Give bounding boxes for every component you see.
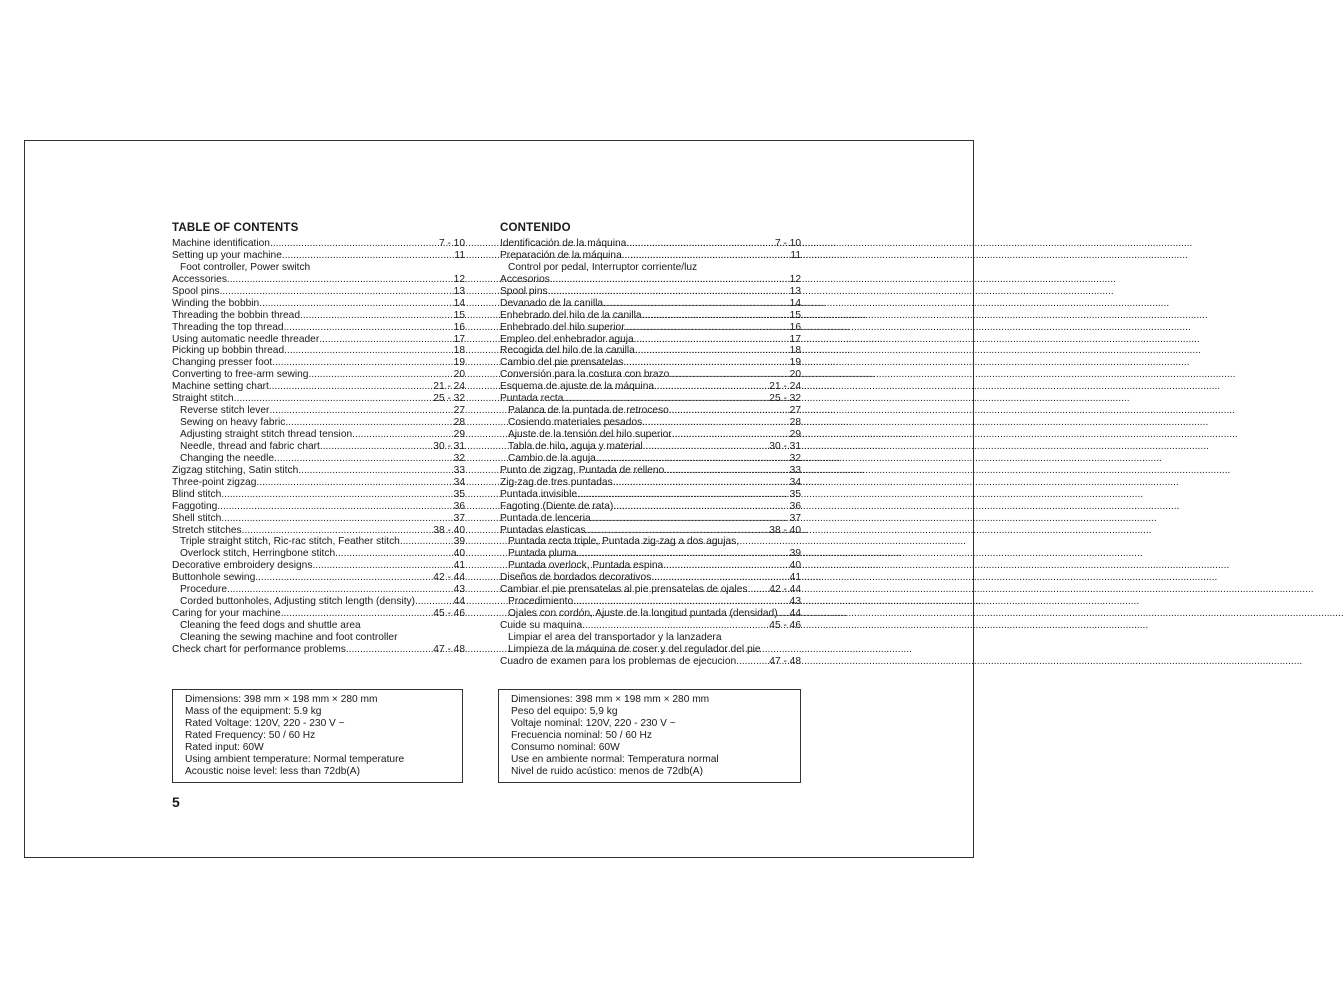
toc-entry (500, 620, 801, 632)
toc-entry-page: 37 (789, 512, 801, 524)
dot-leader (672, 429, 789, 441)
toc-entry-page: 7 - 10 (774, 238, 801, 249)
toc-entry (500, 525, 801, 537)
toc-entry-title: Cuide su maquina (500, 620, 583, 631)
toc-entry-page: 30 - 31 (769, 440, 801, 452)
toc-entry-page: 21 - 24 (433, 381, 465, 393)
dot-leader (346, 644, 432, 656)
toc-entry (500, 334, 801, 346)
dot-leader (285, 417, 452, 429)
toc-entry (500, 310, 801, 322)
toc-entry-page: 38 - 40 (433, 524, 465, 536)
dot-leader (242, 525, 433, 537)
dot-leader (217, 501, 452, 513)
toc-entry (172, 298, 465, 310)
toc-entry (500, 453, 801, 465)
toc-entry-title: Setting up your machine (172, 249, 282, 261)
toc-entry-title: Limpiar el area del transportador y la lanzadera (508, 631, 722, 643)
toc-entry-page: 12 (453, 273, 465, 285)
toc-entry-title: Winding the bobbin (172, 297, 260, 309)
toc-entry-title: Stretch stitches (172, 524, 242, 536)
toc-entry-title: Cosiendo materiales pesados (508, 417, 643, 429)
toc-entry-title: Converting to free-arm sewing (172, 369, 309, 381)
toc-entry (500, 238, 801, 250)
spec-line: Dimensiones: 398 mm × 198 mm × 280 mm (511, 694, 710, 705)
dot-leader (747, 584, 768, 596)
toc-entry (172, 238, 465, 250)
dot-leader (582, 620, 768, 632)
toc-entry (500, 369, 801, 381)
toc-entry-page: 29 (789, 429, 801, 440)
toc-entry-page: 19 (789, 357, 801, 369)
toc-entry-title: Blind stitch (172, 488, 222, 500)
spec-line: Peso del equipo: 5,9 kg (511, 705, 618, 717)
toc-entry (172, 334, 465, 346)
toc-entry (172, 548, 465, 560)
toc-entry-page: 33 (789, 464, 801, 476)
toc-entry (500, 250, 801, 262)
dot-leader (269, 405, 452, 417)
toc-entry-title: Punto de zigzag, Puntada de relleno (500, 464, 665, 476)
dot-leader (654, 381, 768, 393)
toc-entry-title: Changing presser foot (172, 357, 273, 369)
dot-leader (284, 322, 453, 334)
toc-entry (172, 608, 465, 620)
toc-entry (172, 345, 465, 357)
toc-entry-page: 47 - 48 (433, 643, 465, 655)
toc-entry (500, 513, 801, 525)
toc-entry-page: 11 (454, 249, 465, 261)
toc-entry-page: 28 (789, 417, 801, 429)
dot-leader (270, 238, 438, 250)
toc-entry-title: Cambiar el pie prensatelas al pie prensatelas de ojales (500, 584, 748, 596)
toc-entry-title: Cambio del pie prensatelas (500, 357, 624, 369)
toc-entry-page: 32 (453, 452, 465, 464)
toc-entry (500, 632, 801, 644)
dot-leader (227, 274, 453, 286)
toc-entry-page: 25 - 32 (769, 393, 801, 405)
toc-english (172, 220, 465, 656)
dot-leader (626, 238, 774, 250)
spec-line: Rated Voltage: 120V, 220 - 230 V ~ (185, 717, 345, 729)
dot-leader (352, 429, 453, 441)
toc-entry-page: 40 (453, 548, 465, 560)
toc-entry-page: 42 - 44 (769, 584, 801, 596)
toc-entry-title: Accesorios (500, 273, 550, 285)
toc-entry-page: 18 (789, 345, 801, 357)
toc-entry-title: Zig-zag de tres puntadas (500, 476, 613, 488)
dot-leader (274, 453, 453, 465)
toc-entry-page: 17 (789, 333, 801, 345)
toc-entry-page: 11 (790, 249, 801, 261)
toc-entry (172, 453, 465, 465)
toc-entry (172, 381, 465, 393)
toc-entry (172, 369, 465, 381)
toc-entry-page: 30 - 31 (433, 440, 465, 452)
toc-title-spanish: CONTENIDO (500, 222, 571, 234)
specifications-box-spanish (498, 689, 801, 783)
toc-entry (172, 477, 465, 489)
toc-entry-title: Devanado de la canilla (500, 297, 604, 309)
dot-leader (577, 548, 789, 560)
toc-entry-title: Check chart for performance problems (172, 643, 346, 655)
toc-entry (172, 405, 465, 417)
toc-entry (172, 429, 465, 441)
toc-entry-title: Threading the bobbin thread (172, 309, 301, 321)
toc-entry-title: Control por pedal, Interruptor corriente/luz (508, 261, 698, 273)
toc-entry (500, 381, 801, 393)
toc-entry-page: 27 (453, 405, 465, 417)
toc-entry-title: Procedure (180, 584, 228, 596)
dot-leader (596, 453, 789, 465)
toc-entry-title: Cambio de la aguja (508, 452, 596, 464)
dot-leader (319, 334, 452, 346)
toc-entry-page: 32 (789, 452, 801, 464)
toc-entry (172, 250, 465, 262)
toc-entry-title: Cuadro de examen para los problemas de ejecucion (500, 655, 737, 667)
spec-line: Voltaje nominal: 120V, 220 - 230 V ~ (511, 717, 676, 729)
toc-entry-page: 45 - 46 (769, 620, 801, 631)
dot-leader (298, 465, 452, 477)
toc-entry (172, 644, 465, 656)
toc-entry-title: Identificación de la máquina (500, 238, 627, 249)
toc-entry-title: Decorative embroidery designs (172, 560, 313, 572)
dot-leader (642, 310, 789, 322)
toc-entry-page: 29 (453, 429, 465, 440)
toc-entry-page: 38 - 40 (769, 524, 801, 536)
toc-entry-title: Puntada invisible (500, 488, 578, 500)
toc-entry-page: 42 - 44 (433, 572, 465, 584)
toc-entry-page: 21 - 24 (769, 381, 801, 393)
dot-leader (282, 250, 454, 262)
dot-leader (227, 584, 453, 596)
toc-entry-title: Picking up bobbin thread (172, 345, 285, 357)
dot-leader (736, 656, 768, 668)
toc-entry (500, 596, 801, 608)
toc-entry (500, 501, 801, 513)
dot-leader (669, 405, 789, 417)
toc-entry (172, 596, 465, 608)
toc-entry-title: Shell stitch (172, 512, 222, 524)
spec-line: Rated input: 60W (185, 741, 264, 753)
toc-title-english: TABLE OF CONTENTS (172, 222, 299, 234)
dot-leader (613, 501, 788, 513)
toc-entry-title: Cleaning the sewing machine and foot controller (180, 631, 398, 643)
toc-entry-title: Using automatic needle threader (172, 333, 320, 345)
toc-entry (500, 262, 801, 274)
toc-entry-title: Sewing on heavy fabric (180, 417, 286, 429)
toc-entry-page: 41 (453, 560, 465, 572)
specifications-box-english (172, 689, 463, 783)
toc-entry (500, 345, 801, 357)
dot-leader (634, 334, 789, 346)
dot-leader (548, 286, 789, 298)
toc-entry-title: Accessories (172, 273, 227, 285)
toc-entry (500, 465, 801, 477)
spec-line: Use en ambiente normal: Temperatura normal (511, 753, 719, 765)
dot-leader (335, 548, 453, 560)
toc-entry-title: Corded buttonholes, Adjusting stitch length (density) (180, 596, 416, 608)
toc-entry-title: Palanca de la puntada de retroceso (508, 405, 669, 417)
toc-entry-title: Tabla de hilo, aguja y material (508, 440, 643, 452)
toc-entry-page: 20 (453, 369, 465, 381)
toc-entry-page: 43 (789, 596, 801, 608)
toc-list-spanish (500, 238, 801, 668)
toc-entry-page: 33 (453, 464, 465, 476)
toc-entry (172, 489, 465, 501)
dot-leader (625, 322, 789, 334)
toc-entry (172, 274, 465, 286)
toc-entry-title: Straight stitch (172, 393, 234, 405)
dot-leader (272, 357, 452, 369)
toc-entry-title: Recogida del hilo de la canilla (500, 345, 635, 357)
toc-entry-title: Faggoting (172, 500, 218, 512)
toc-entry-page: 39 (789, 548, 801, 560)
toc-entry-page: 41 (789, 572, 801, 584)
toc-entry-title: Ojales con cordón, Ajuste de la longitud puntada (densidad) (508, 608, 778, 620)
toc-entry-page: 17 (453, 333, 465, 345)
dot-leader (643, 441, 769, 453)
toc-entry (172, 465, 465, 477)
toc-entry-page: 15 (453, 309, 465, 321)
toc-entry (172, 322, 465, 334)
toc-entry-title: Threading the top thread (172, 321, 284, 333)
toc-entry-title: Buttonhole sewing (172, 572, 256, 584)
toc-entry-page: 28 (453, 417, 465, 429)
dot-leader (613, 477, 789, 489)
toc-entry-title: Enhebrado del hilo de la canilla (500, 309, 642, 321)
toc-entry-page: 35 (453, 488, 465, 500)
toc-entry-title: Spool pins (172, 285, 220, 297)
toc-entry (172, 572, 465, 584)
toc-entry (172, 560, 465, 572)
toc-entry-title: Esquema de ajuste de la máquina (500, 381, 655, 393)
toc-entry-page: 44 (453, 596, 465, 608)
toc-entry (500, 560, 801, 572)
toc-entry-page: 36 (453, 500, 465, 512)
toc-entry-title: Changing the needle (180, 452, 275, 464)
toc-entry-title: Puntadas elasticas (500, 524, 586, 536)
dot-leader (221, 489, 452, 501)
toc-entry-title: Puntada overlock, Puntada espina (508, 560, 664, 572)
toc-entry-page: 36 (789, 500, 801, 512)
toc-entry (172, 441, 465, 453)
dot-leader (623, 357, 788, 369)
dot-leader (603, 298, 789, 310)
dot-leader (312, 560, 452, 572)
toc-entry (500, 489, 801, 501)
toc-entry (500, 274, 801, 286)
toc-entry (500, 429, 801, 441)
toc-entry-title: Procedimiento (508, 596, 574, 608)
spec-line: Using ambient temperature: Normal temperature (185, 753, 405, 765)
toc-entry (172, 525, 465, 537)
dot-leader (308, 369, 452, 381)
dot-leader (221, 513, 452, 525)
toc-entry-page: 16 (453, 321, 465, 333)
toc-entry-title: Limpieza de la máquina de coser y del regulador del pie (508, 643, 761, 655)
dot-leader (563, 393, 768, 405)
toc-entry-page: 14 (453, 297, 465, 309)
dot-leader (320, 441, 432, 453)
dot-leader (651, 572, 788, 584)
page-number: 5 (172, 794, 180, 810)
dot-leader (642, 417, 788, 429)
dot-leader (234, 393, 433, 405)
dot-leader (573, 596, 789, 608)
dot-leader (415, 596, 453, 608)
toc-entry (172, 357, 465, 369)
toc-entry (500, 477, 801, 489)
toc-entry-title: Adjusting straight stitch thread tension (180, 429, 353, 440)
toc-entry-title: Overlock stitch, Herringbone stitch (180, 548, 336, 560)
spec-line: Acoustic noise level: less than 72db(A) (185, 765, 360, 777)
spec-line: Nivel de ruido acústico: menos de 72db(A) (511, 765, 703, 777)
toc-entry-page: 15 (789, 309, 801, 321)
toc-entry-page: 34 (789, 476, 801, 488)
dot-leader (663, 560, 788, 572)
toc-entry-title: Needle, thread and fabric chart (180, 440, 320, 452)
toc-entry-page: 47 - 48 (769, 655, 801, 667)
toc-entry-page: 19 (453, 357, 465, 369)
toc-entry (172, 513, 465, 525)
toc-entry-title: Preparación de la máquina (500, 249, 622, 261)
dot-leader (256, 477, 452, 489)
toc-entry-title: Puntada recta triple, Puntada zig-zag a dos agujas, (508, 536, 740, 548)
dot-leader (300, 310, 453, 322)
toc-entry (500, 608, 801, 620)
spec-line: Frecuencia nominal: 50 / 60 Hz (511, 729, 652, 741)
toc-entry-page: 37 (453, 512, 465, 524)
toc-entry-title: Puntada pluma (508, 548, 577, 560)
toc-entry-page: 16 (789, 321, 801, 333)
toc-spanish (500, 220, 801, 668)
dot-leader (550, 274, 789, 286)
spec-line: Rated Frequency: 50 / 60 Hz (185, 729, 316, 741)
toc-entry-title: Spool pins (500, 285, 548, 297)
toc-entry-title: Empleo del enhebrador aguja (500, 333, 634, 345)
toc-entry-page: 43 (453, 584, 465, 596)
toc-entry-page: 13 (789, 285, 801, 297)
toc-entry-page: 12 (789, 273, 801, 285)
toc-entry (500, 548, 801, 560)
toc-entry (500, 441, 801, 453)
toc-entry-title: Fagoting (Diente de rata) (500, 500, 614, 512)
toc-entry (500, 298, 801, 310)
toc-entry (500, 405, 801, 417)
toc-entry-title: Ajuste de la tensión del hilo superior (508, 429, 672, 440)
toc-entry (172, 501, 465, 513)
toc-entry (172, 310, 465, 322)
dot-leader (591, 513, 789, 525)
toc-entry (172, 417, 465, 429)
dot-leader (669, 369, 788, 381)
toc-entry (500, 644, 801, 656)
dot-leader (400, 536, 453, 548)
dot-leader (577, 489, 789, 501)
toc-entry-page: 13 (453, 285, 465, 297)
toc-entry (172, 286, 465, 298)
toc-entry-title: Machine setting chart (172, 381, 269, 393)
toc-entry (500, 584, 801, 596)
toc-entry-page: 25 - 32 (433, 393, 465, 405)
toc-entry-title: Machine identification (172, 238, 270, 249)
toc-entry-title: Conversión para la costura con brazo (500, 369, 670, 381)
toc-entry-page: 45 - 46 (433, 608, 465, 620)
toc-entry (500, 572, 801, 584)
toc-list-english (172, 238, 465, 656)
dot-leader (220, 286, 453, 298)
spec-line: Dimensions: 398 mm × 198 mm × 280 mm (185, 694, 378, 705)
toc-entry-title: Reverse stitch lever (180, 405, 270, 417)
dot-leader (635, 345, 789, 357)
toc-entry-title: Puntada de lenceria (500, 512, 591, 524)
toc-entry (500, 357, 801, 369)
spec-line: Consumo nominal: 60W (511, 741, 620, 753)
dot-leader (284, 345, 453, 357)
dot-leader (664, 465, 788, 477)
toc-entry (172, 536, 465, 548)
toc-entry (500, 536, 801, 548)
toc-entry-title: Foot controller, Power switch (180, 261, 311, 273)
dot-leader (269, 381, 432, 393)
dot-leader (622, 250, 790, 262)
toc-entry-title: Diseños de bordados decorativos (500, 572, 652, 584)
toc-entry-title: Three-point zigzag (172, 476, 257, 488)
toc-entry (172, 262, 465, 274)
toc-entry-page: 44 (789, 608, 801, 620)
toc-entry-title: Enhebrado del hilo superior (500, 321, 625, 333)
toc-entry (500, 286, 801, 298)
toc-entry (500, 656, 801, 668)
toc-entry-title: Zigzag stitching, Satin stitch (172, 464, 299, 476)
toc-entry (500, 417, 801, 429)
toc-entry-page: 34 (453, 476, 465, 488)
dot-leader (259, 298, 452, 310)
toc-entry-page: 14 (789, 297, 801, 309)
toc-entry (172, 393, 465, 405)
toc-entry (500, 393, 801, 405)
toc-entry-page: 35 (789, 488, 801, 500)
toc-entry-page: 18 (453, 345, 465, 357)
toc-entry-title: Caring for your machine (172, 608, 281, 620)
toc-entry (500, 322, 801, 334)
toc-entry-title: Triple straight stitch, Ric-rac stitch, Feather stitch (180, 536, 400, 548)
dot-leader (586, 525, 769, 537)
toc-entry-page: 20 (789, 369, 801, 381)
toc-entry-page: 40 (789, 560, 801, 572)
spec-line: Mass of the equipment: 5.9 kg (185, 705, 322, 717)
toc-entry-title: Puntada recta (500, 393, 564, 405)
dot-leader (255, 572, 432, 584)
dot-leader (778, 608, 789, 620)
toc-entry-page: 39 (453, 536, 465, 548)
toc-entry-page: 7 - 10 (438, 238, 465, 249)
toc-entry (172, 584, 465, 596)
toc-entry-page: 27 (789, 405, 801, 417)
toc-entry-title: Cleaning the feed dogs and shuttle area (180, 620, 361, 631)
toc-entry (172, 632, 465, 644)
dot-leader (281, 608, 433, 620)
toc-entry (172, 620, 465, 632)
